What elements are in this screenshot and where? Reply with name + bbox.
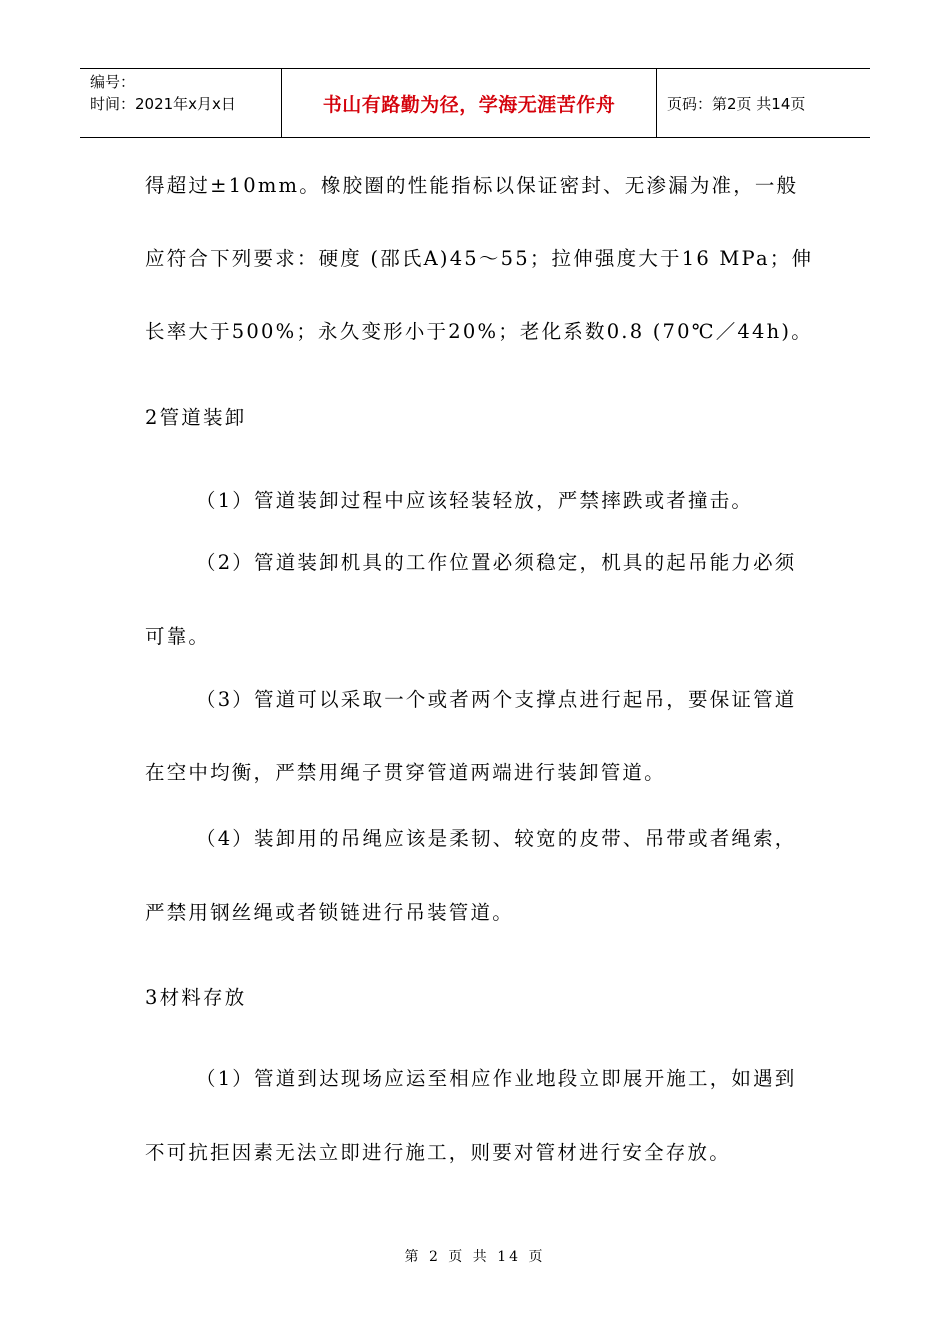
time-label: 时间：2021年x月x日: [90, 95, 236, 113]
page-footer: 第 2 页 共 14 页: [404, 1249, 546, 1265]
body-line: 得超过±10mm。橡胶圈的性能指标以保证密封、无渗漏为准，一般: [145, 174, 799, 197]
body-line: （3）管道可以采取一个或者两个支撑点进行起吊，要保证管道: [196, 688, 797, 711]
body-line: （1）管道装卸过程中应该轻装轻放，严禁摔跌或者撞击。: [196, 489, 754, 512]
section-heading: 2管道装卸: [145, 406, 247, 429]
page-header: [80, 68, 870, 138]
body-line: 严禁用钢丝绳或者锁链进行吊装管道。: [145, 901, 514, 924]
body-line: 长率大于500%；永久变形小于20%；老化系数0.8 (70℃／44h)。: [145, 320, 813, 343]
header-page-cell: [657, 69, 870, 137]
body-line: 在空中均衡，严禁用绳子贯穿管道两端进行装卸管道。: [145, 761, 666, 784]
page-info: 页码：第2页 共14页: [667, 94, 806, 113]
body-line: 应符合下列要求：硬度 (邵氏A)45～55；拉伸强度大于16 MPa；伸: [145, 247, 814, 270]
header-motto-cell: [282, 69, 657, 137]
header-meta-cell: [80, 69, 282, 137]
body-line: （4）装卸用的吊绳应该是柔韧、较宽的皮带、吊带或者绳索，: [196, 827, 797, 850]
body-line: （1）管道到达现场应运至相应作业地段立即展开施工，如遇到: [196, 1067, 797, 1090]
body-line: 不可抗拒因素无法立即进行施工，则要对管材进行安全存放。: [145, 1141, 731, 1164]
body-line: （2）管道装卸机具的工作位置必须稳定，机具的起吊能力必须: [196, 551, 797, 574]
number-label: 编号：: [90, 73, 136, 91]
motto-text: 书山有路勤为径，学海无涯苦作舟: [322, 93, 616, 116]
body-line: 可靠。: [145, 625, 211, 648]
section-heading: 3材料存放: [145, 986, 247, 1009]
